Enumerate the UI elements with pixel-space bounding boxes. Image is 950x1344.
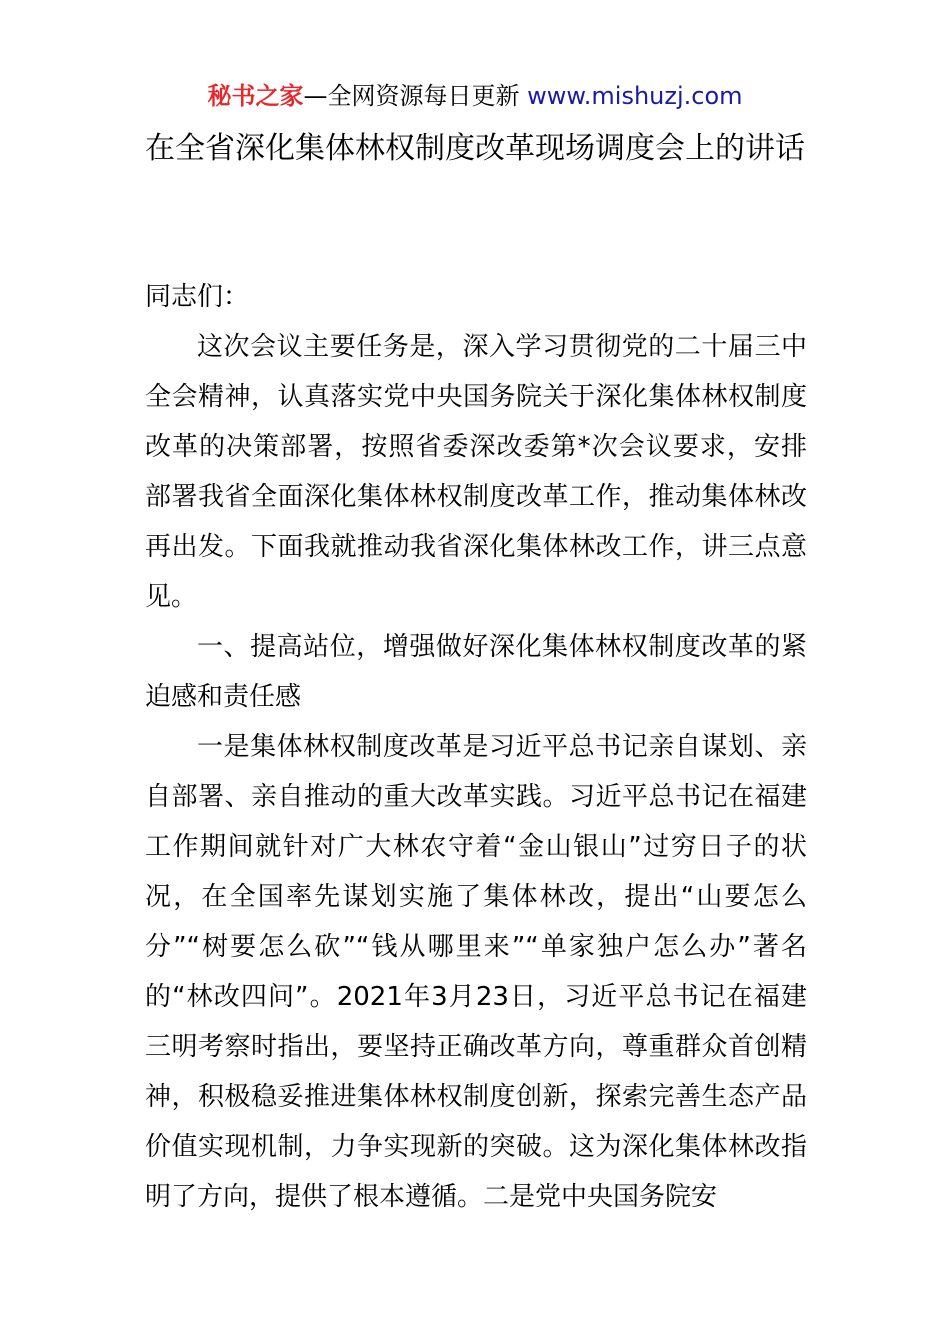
site-url-link[interactable]: www.mishuzj.com <box>527 82 743 110</box>
site-tagline: —全网资源每日更新 <box>303 82 528 110</box>
paragraph-point-1: 一是集体林权制度改革是习近平总书记亲自谋划、亲自部署、亲自推动的重大改革实践。习近平总书记在福建工作期间就针对广大林农守着“金山银山”过穷日子的状况，在全国率先谋划实施了集体林改，提出“山要怎么分”“树要怎么砍”“钱从哪里来”“单家独户怎么办”著名的“林改四问”。2021年3月23日，习近平总书记在福建三明考察时指出，要坚持正确改革方向，尊重群众首创精神，积极稳妥推进集体林权制度创新，探索完善生态产品价值实现机制，力争实现新的突破。这为深化集体林改指明了方向，提供了根本遵循。二是党中央国务院安 <box>145 732 807 1212</box>
section-heading-1: 一、提高站位，增强做好深化集体林权制度改革的紧迫感和责任感 <box>145 632 807 712</box>
site-brand: 秘书之家 <box>207 82 304 110</box>
paragraph-intro: 这次会议主要任务是，深入学习贯彻党的二十届三中全会精神，认真落实党中央国务院关于深化集体林权制度改革的决策部署，按照省委深改委第*次会议要求，安排部署我省全面深化集体林权制度改革工作，推动集体林改再出发。下面我就推动我省深化集体林改工作，讲三点意见。 <box>145 332 807 612</box>
salutation: 同志们： <box>145 282 250 312</box>
site-header <box>0 80 950 112</box>
document-body <box>145 272 807 1222</box>
document-title: 在全省深化集体林权制度改革现场调度会上的讲话 <box>145 131 805 166</box>
